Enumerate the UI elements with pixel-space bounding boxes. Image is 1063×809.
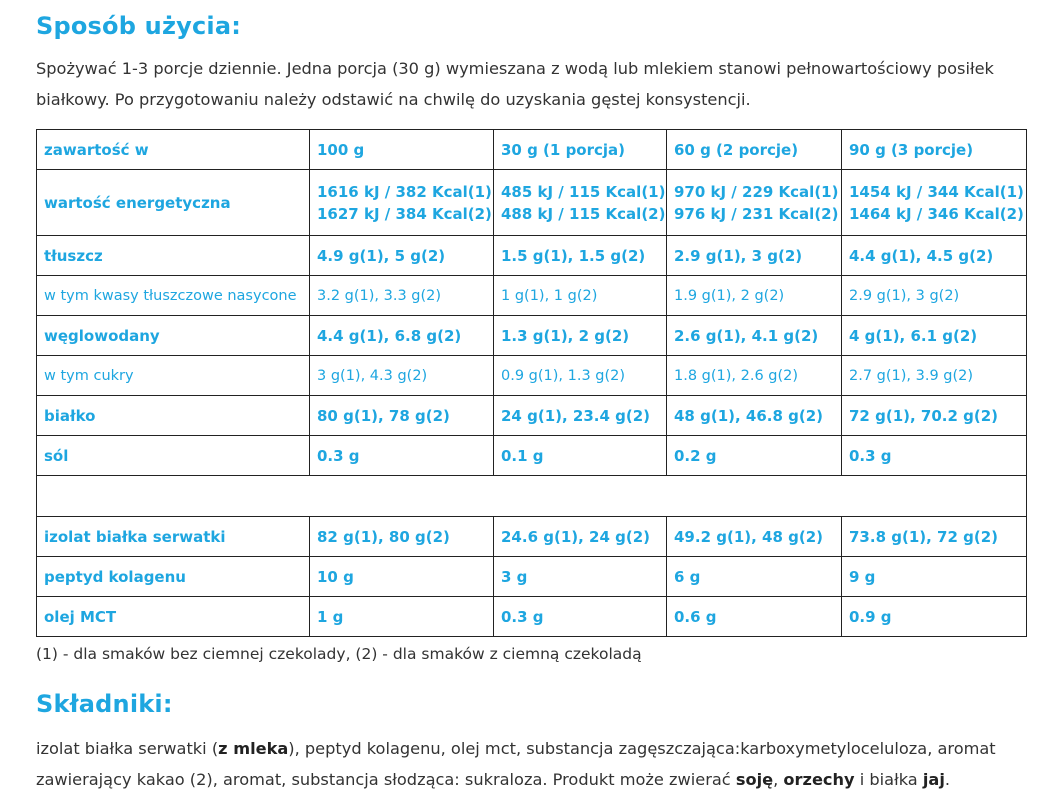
table-row-saturated-fat [37, 276, 1027, 316]
table-cell [842, 170, 1027, 236]
table-cell: 4.4 g(1), 6.8 g(2) [310, 316, 494, 356]
table-cell [494, 170, 667, 236]
table-footnote: (1) - dla smaków bez ciemnej czekolady, (2) - dla smaków z ciemną czekoladą [36, 645, 642, 663]
row-label: węglowodany [37, 316, 310, 356]
allergen-nuts: orzechy [783, 770, 855, 789]
table-cell: 0.3 g [310, 436, 494, 476]
ingredients-text-part: , [773, 770, 784, 789]
row-label: wartość energetyczna [37, 170, 310, 236]
table-cell: 0.6 g [667, 597, 842, 637]
cell-line: 1464 kJ / 346 Kcal(2) [849, 204, 1024, 223]
table-cell: 3 g(1), 4.3 g(2) [310, 356, 494, 396]
header-cell: 100 g [310, 130, 494, 170]
table-cell: 80 g(1), 78 g(2) [310, 396, 494, 436]
allergen-eggs: jaj [922, 770, 945, 789]
header-cell: 30 g (1 porcja) [494, 130, 667, 170]
row-label: peptyd kolagenu [37, 557, 310, 597]
row-label: izolat białka serwatki [37, 517, 310, 557]
table-cell: 0.2 g [667, 436, 842, 476]
table-cell: 3.2 g(1), 3.3 g(2) [310, 276, 494, 316]
table-cell: 4.9 g(1), 5 g(2) [310, 236, 494, 276]
allergen-milk: z mleka [218, 739, 289, 758]
table-cell: 24 g(1), 23.4 g(2) [494, 396, 667, 436]
table-row-salt [37, 436, 1027, 476]
table-row-protein [37, 396, 1027, 436]
table-row-energy [37, 170, 1027, 236]
ingredients-text-part: i białka [854, 770, 923, 789]
table-cell: 0.1 g [494, 436, 667, 476]
cell-line: 970 kJ / 229 Kcal(1) [674, 182, 839, 201]
table-row-whey-isolate [37, 517, 1027, 557]
row-label: w tym cukry [37, 356, 310, 396]
table-cell [310, 170, 494, 236]
cell-line: 1454 kJ / 344 Kcal(1) [849, 182, 1024, 201]
row-label: w tym kwasy tłuszczowe nasycone [37, 276, 310, 316]
nutrition-table [36, 129, 1027, 637]
table-cell: 1 g [310, 597, 494, 637]
table-cell: 49.2 g(1), 48 g(2) [667, 517, 842, 557]
empty-cell [37, 476, 1027, 517]
table-cell [667, 170, 842, 236]
table-cell: 9 g [842, 557, 1027, 597]
table-row-sugars [37, 356, 1027, 396]
table-row-carbohydrates [37, 316, 1027, 356]
table-cell: 2.7 g(1), 3.9 g(2) [842, 356, 1027, 396]
table-cell: 0.9 g [842, 597, 1027, 637]
row-label: białko [37, 396, 310, 436]
cell-line: 488 kJ / 115 Kcal(2) [501, 204, 666, 223]
table-row-fat [37, 236, 1027, 276]
cell-line: 976 kJ / 231 Kcal(2) [674, 204, 839, 223]
allergen-soy: soję [735, 770, 774, 789]
table-cell: 48 g(1), 46.8 g(2) [667, 396, 842, 436]
row-label: sól [37, 436, 310, 476]
table-cell: 0.9 g(1), 1.3 g(2) [494, 356, 667, 396]
table-header-row [37, 130, 1027, 170]
header-cell: 90 g (3 porcje) [842, 130, 1027, 170]
ingredients-text [36, 733, 1036, 795]
table-cell: 6 g [667, 557, 842, 597]
table-cell: 10 g [310, 557, 494, 597]
table-cell: 1.5 g(1), 1.5 g(2) [494, 236, 667, 276]
table-row-mct-oil [37, 597, 1027, 637]
usage-description: Spożywać 1-3 porcje dziennie. Jedna porcja (30 g) wymieszana z wodą lub mlekiem stanowi pełnowartościowy posiłek białkowy. Po przygotowaniu należy odstawić na chwilę do uzyskania gęstej konsystencji. [36, 59, 994, 109]
table-row-empty [37, 476, 1027, 517]
table-cell: 0.3 g [842, 436, 1027, 476]
table-cell: 2.6 g(1), 4.1 g(2) [667, 316, 842, 356]
usage-heading: Sposób użycia: [36, 12, 242, 40]
cell-line: 485 kJ / 115 Kcal(1) [501, 182, 666, 201]
cell-line: 1627 kJ / 384 Kcal(2) [317, 204, 492, 223]
table-cell: 1 g(1), 1 g(2) [494, 276, 667, 316]
table-cell: 0.3 g [494, 597, 667, 637]
header-cell: 60 g (2 porcje) [667, 130, 842, 170]
table-cell: 3 g [494, 557, 667, 597]
row-label: tłuszcz [37, 236, 310, 276]
table-cell: 82 g(1), 80 g(2) [310, 517, 494, 557]
table-cell: 4 g(1), 6.1 g(2) [842, 316, 1027, 356]
table-cell: 72 g(1), 70.2 g(2) [842, 396, 1027, 436]
ingredients-text-part: . [944, 770, 951, 789]
table-cell: 73.8 g(1), 72 g(2) [842, 517, 1027, 557]
cell-line: 1616 kJ / 382 Kcal(1) [317, 182, 492, 201]
table-row-collagen-peptide [37, 557, 1027, 597]
ingredients-heading: Składniki: [36, 690, 173, 718]
ingredients-text-part: izolat białka serwatki ( [36, 739, 219, 758]
header-cell: zawartość w [37, 130, 310, 170]
table-cell: 1.8 g(1), 2.6 g(2) [667, 356, 842, 396]
table-cell: 1.9 g(1), 2 g(2) [667, 276, 842, 316]
ingredients-text-part: ), peptyd kolagenu, olej mct, substancja zagęszczająca:karboxymetyloceluloza, aromat zawierający kakao (2), aromat, substancja słodząca: sukraloza. Produkt może zwierać [36, 739, 996, 789]
row-label: olej MCT [37, 597, 310, 637]
table-cell: 2.9 g(1), 3 g(2) [667, 236, 842, 276]
table-cell: 2.9 g(1), 3 g(2) [842, 276, 1027, 316]
table-cell: 1.3 g(1), 2 g(2) [494, 316, 667, 356]
table-cell: 4.4 g(1), 4.5 g(2) [842, 236, 1027, 276]
table-cell: 24.6 g(1), 24 g(2) [494, 517, 667, 557]
